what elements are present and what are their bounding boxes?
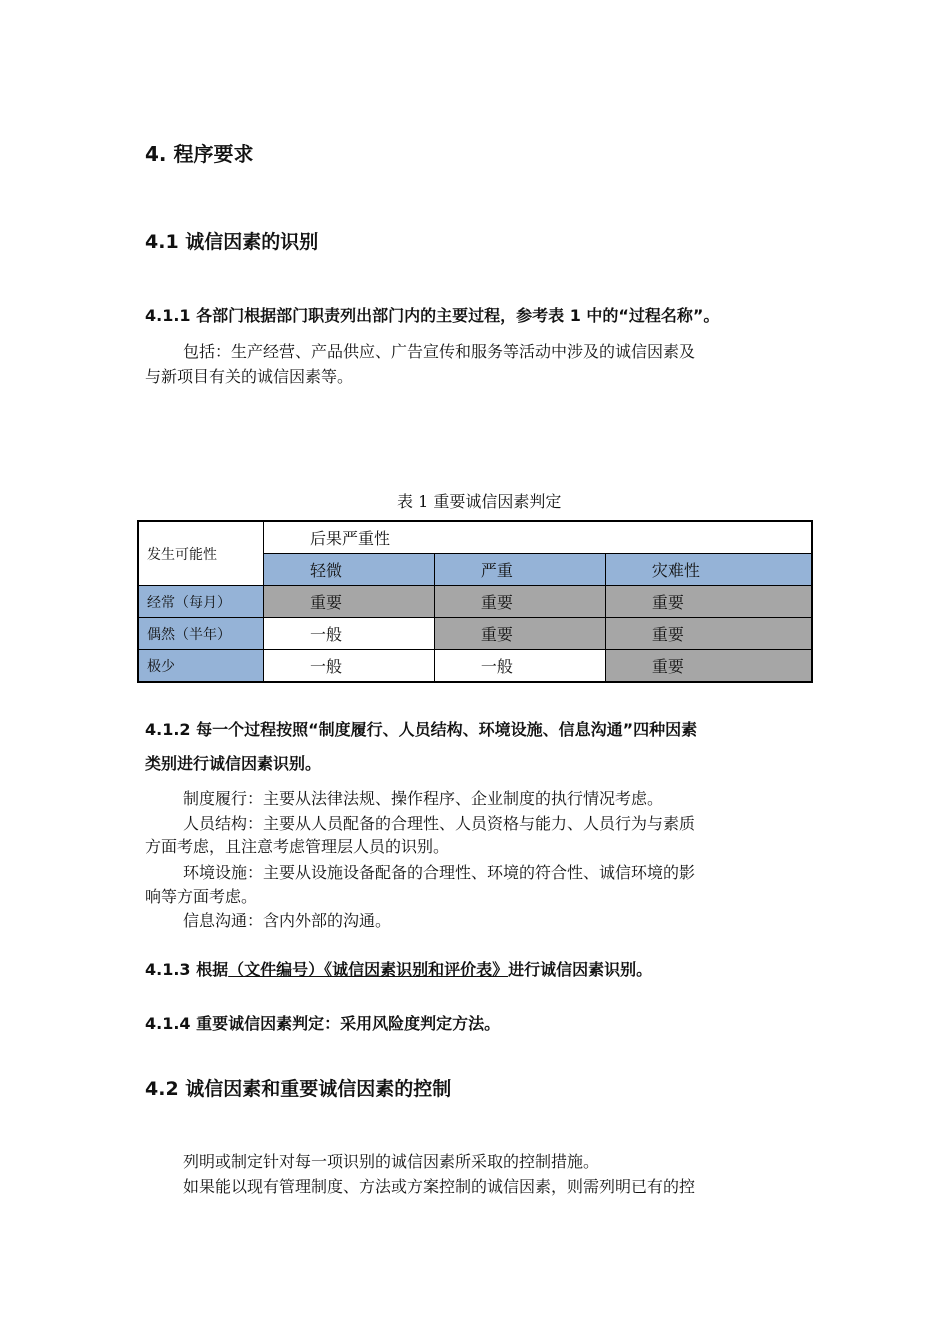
column-header: 灾难性 (605, 554, 812, 586)
table-row (138, 650, 812, 683)
section-4-1-2-body-line: 信息沟通：含内外部的沟通。 (183, 911, 392, 930)
column-header: 严重 (434, 554, 605, 586)
row-header: 偶然（半年） (138, 618, 264, 650)
table-cell: 重要 (434, 586, 605, 618)
section-4-1-2-heading-line: 类别进行诚信因素识别。 (145, 754, 322, 773)
section-4-1-1-heading: 4.1.1 各部门根据部门职责列出部门内的主要过程，参考表 1 中的“过程名称”。 (145, 306, 720, 325)
row-header: 极少 (138, 650, 264, 683)
column-header: 轻微 (264, 554, 435, 586)
section-4-1-1-body-line: 与新项目有关的诚信因素等。 (145, 367, 354, 386)
section-4-1-3-heading (145, 957, 652, 980)
section-4-2-heading: 4.2 诚信因素和重要诚信因素的控制 (145, 1078, 452, 1100)
section-4-1-3-prefix: 4.1.3 根据 (145, 960, 229, 979)
table-cell: 重要 (605, 650, 812, 683)
table-corner-header: 发生可能性 (138, 521, 264, 586)
table-cell: 重要 (605, 618, 812, 650)
section-4-1-2-body-line: 制度履行：主要从法律法规、操作程序、企业制度的执行情况考虑。 (183, 789, 664, 808)
table-cell: 一般 (264, 618, 435, 650)
section-4-1-3-suffix: 进行诚信因素识别。 (508, 960, 653, 979)
section-4-1-2-body-line: 人员结构：主要从人员配备的合理性、人员资格与能力、人员行为与素质 (183, 814, 696, 833)
table-row (138, 618, 812, 650)
section-4-1-2-body-line: 响等方面考虑。 (145, 887, 258, 906)
section-4-1-heading: 4.1 诚信因素的识别 (145, 231, 319, 253)
risk-matrix-table (137, 520, 813, 683)
row-header: 经常（每月） (138, 586, 264, 618)
section-4-2-body-line: 列明或制定针对每一项识别的诚信因素所采取的控制措施。 (183, 1152, 600, 1171)
severity-header: 后果严重性 (264, 521, 813, 554)
table-cell: 重要 (434, 618, 605, 650)
table-caption: 表 1 重要诚信因素判定 (397, 492, 562, 511)
table-cell: 一般 (434, 650, 605, 683)
section-4-1-1-body-line: 包括：生产经营、产品供应、广告宣传和服务等活动中涉及的诚信因素及 (183, 342, 696, 361)
table-cell: 重要 (264, 586, 435, 618)
section-4-heading: 4. 程序要求 (145, 142, 254, 166)
section-4-1-2-body-line: 方面考虑，且注意考虑管理层人员的识别。 (145, 837, 450, 856)
section-4-2-body-line: 如果能以现有管理制度、方法或方案控制的诚信因素，则需列明已有的控 (183, 1177, 696, 1196)
table-cell: 重要 (605, 586, 812, 618)
document-reference-link[interactable]: （文件编号）《诚信因素识别和评价表》 (228, 960, 509, 979)
section-4-1-2-body-line: 环境设施：主要从设施设备配备的合理性、环境的符合性、诚信环境的影 (183, 863, 696, 882)
section-4-1-2-heading-line: 4.1.2 每一个过程按照“制度履行、人员结构、环境设施、信息沟通”四种因素 (145, 720, 698, 739)
table-row (138, 586, 812, 618)
section-4-1-4-heading: 4.1.4 重要诚信因素判定：采用风险度判定方法。 (145, 1014, 501, 1033)
table-cell: 一般 (264, 650, 435, 683)
